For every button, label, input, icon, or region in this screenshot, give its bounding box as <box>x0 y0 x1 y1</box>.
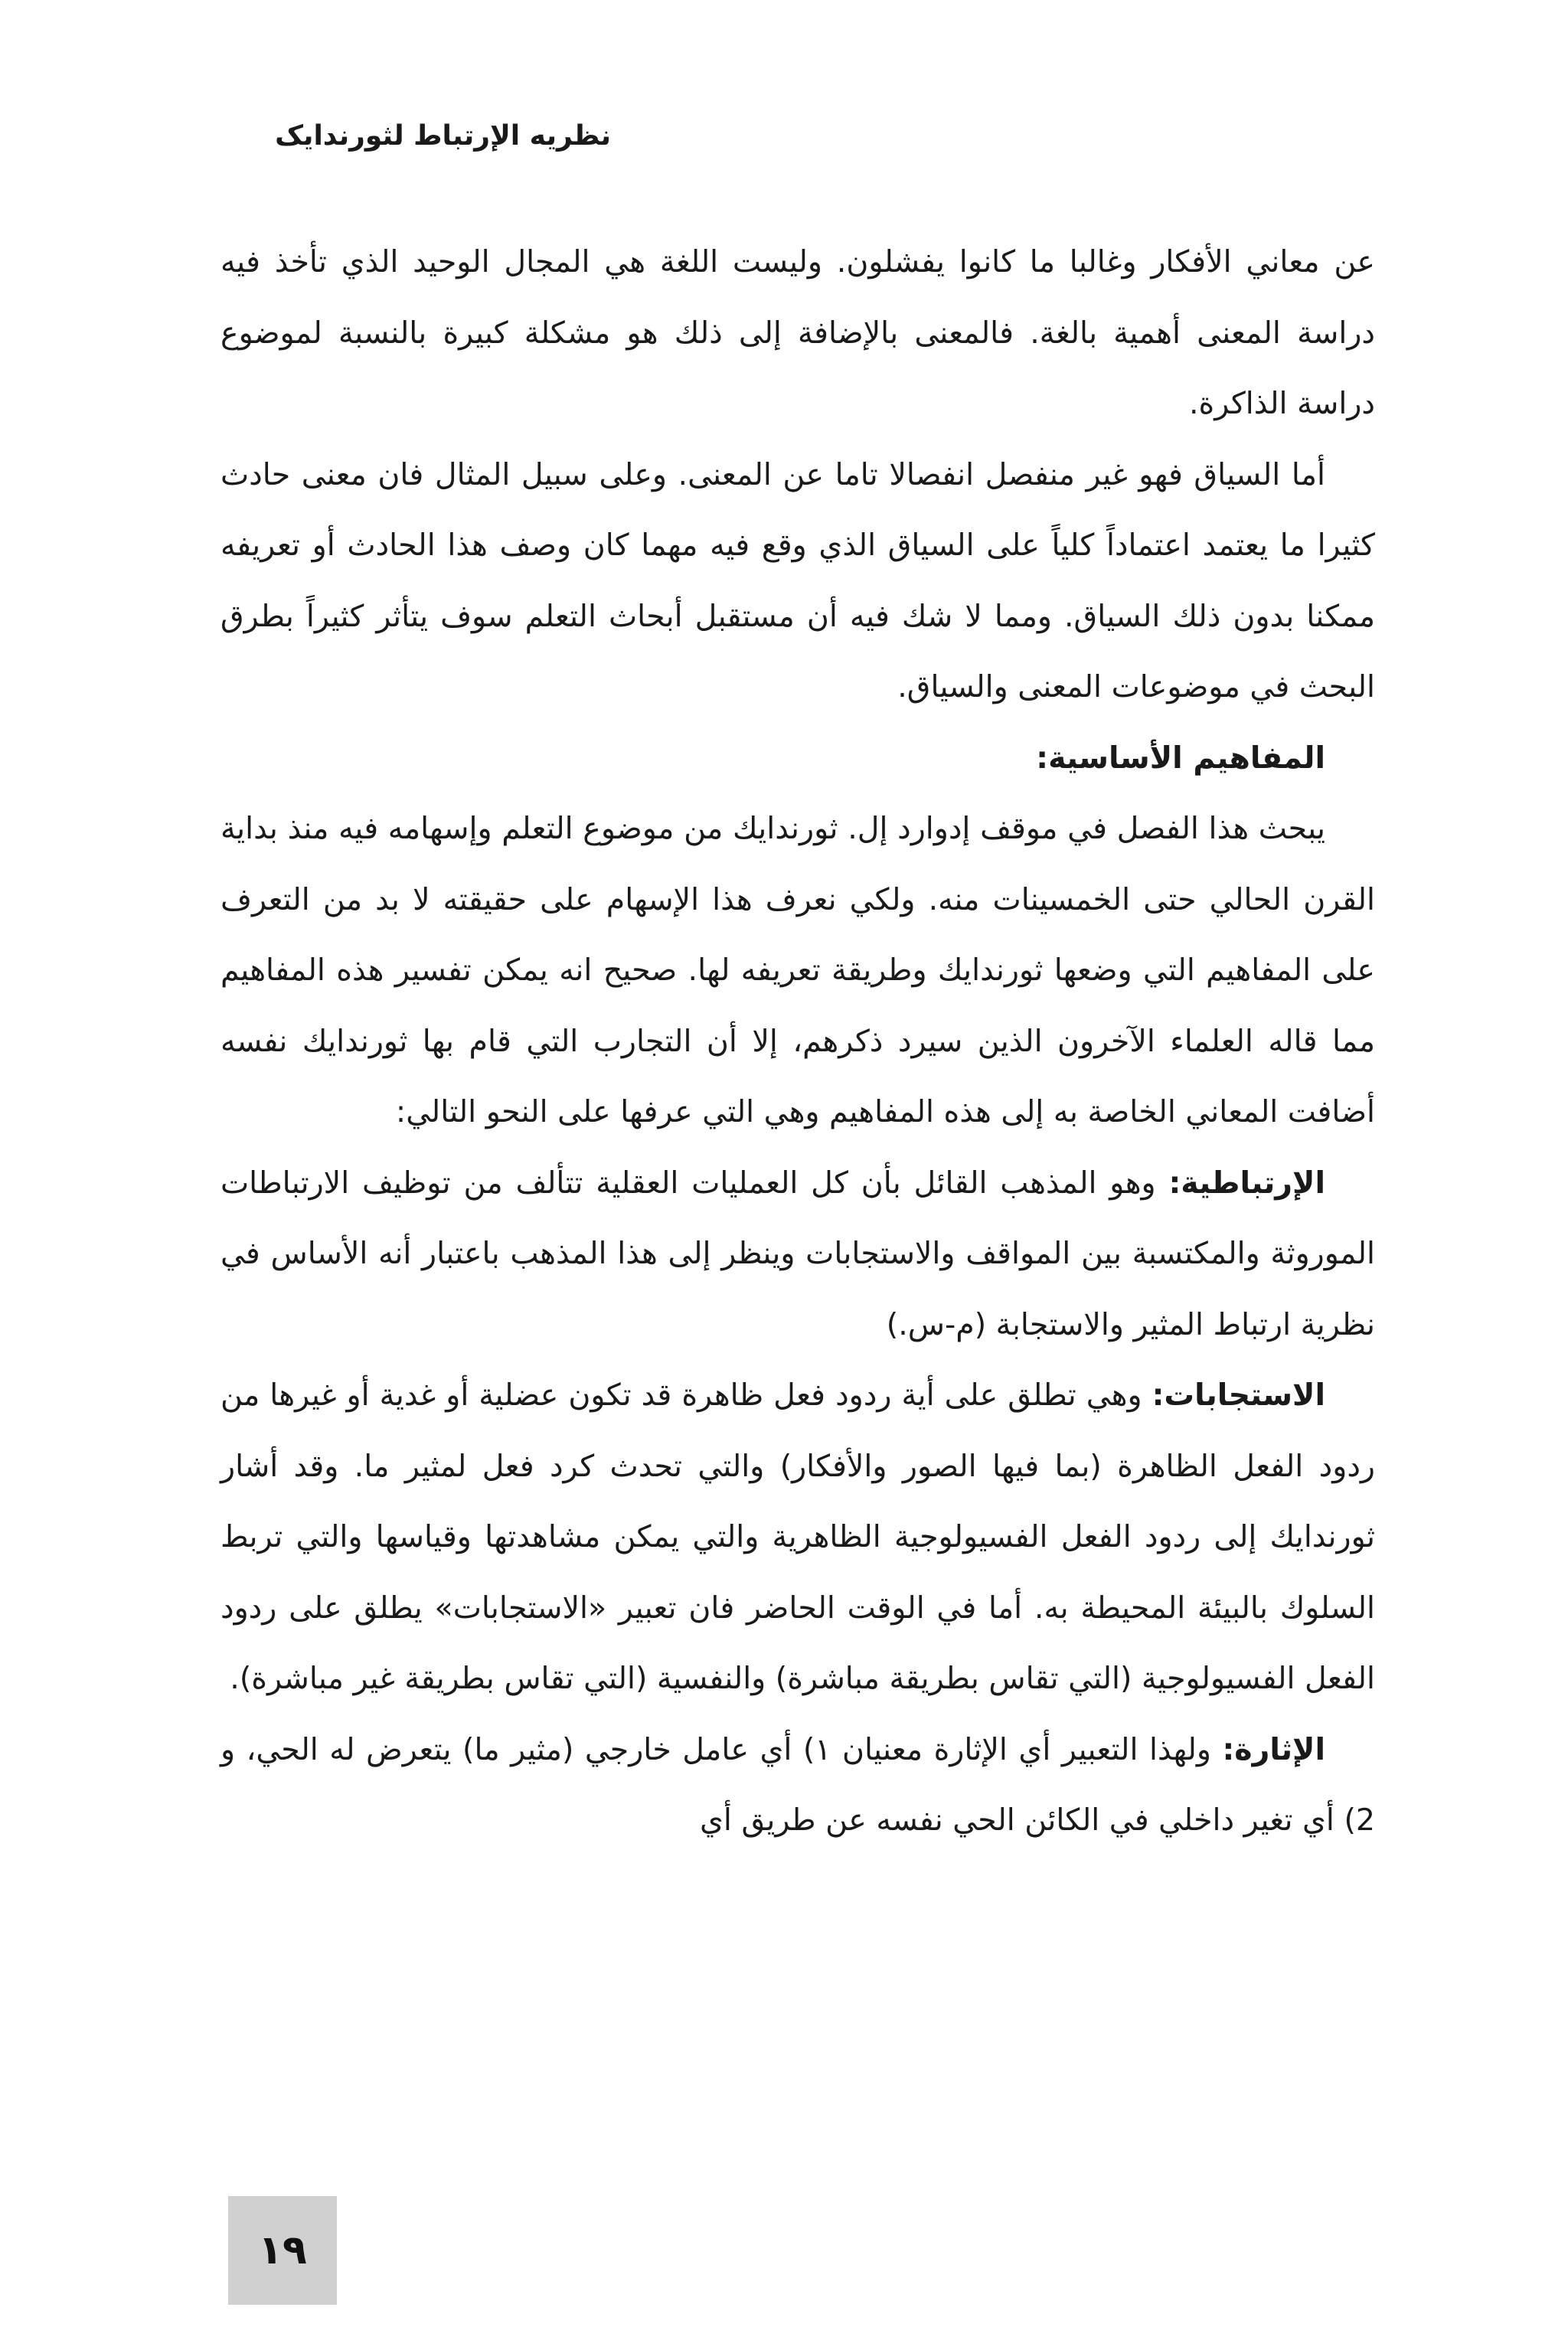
paragraph-associationism <box>220 1148 1375 1361</box>
running-header: نظريه الإرتباط لثورندايک <box>275 120 611 152</box>
body-text <box>220 227 1375 1856</box>
term-stimulation: الإثارة: <box>1222 1731 1325 1767</box>
definition-responses: وهي تطلق على أية ردود فعل ظاهرة قد تكون عضلية أو غدية أو غيرها من ردود الفعل الظاهرة (بما فيها الصور والأفكار) والتي تحدث كرد فعل لمثير ما. وقد أشار ثورندايك إلى ردود الفعل الفسيولوجية الظاهرية والتي يمكن مشاهدتها وقياسها والتي تربط السلوك بالبيئة المحيطة به. أما في الوقت الحاضر فان تعبير «الاستجابات» يطلق على ردود الفعل الفسيولوجية (التي تقاس بطريقة مباشرة) والنفسية (التي تقاس بطريقة غير مباشرة). <box>220 1378 1375 1696</box>
definition-associationism: وهو المذهب القائل بأن كل العمليات العقلية تتألف من توظيف الارتباطات الموروثة والمكتسبة بين المواقف والاستجابات وينظر إلى هذا المذهب باعتبار أنه الأساس في نظرية ارتباط المثير والاستجابة (م-س.) <box>220 1165 1375 1342</box>
definition-stimulation: ولهذا التعبير أي الإثارة معنيان ١) أي عامل خارجي (مثير ما) يتعرض له الحي، و 2) أي تغير داخلي في الكائن الحي نفسه عن طريق أي <box>220 1731 1375 1838</box>
term-responses: الاستجابات: <box>1152 1378 1325 1413</box>
page-number: ١٩ <box>258 2227 307 2273</box>
paragraph-3: يبحث هذا الفصل في موقف إدوارد إل. ثورندايك من موضوع التعلم وإسهامه فيه منذ بداية القرن الحالي حتى الخمسينات منه. ولكي نعرف هذا الإسهام على حقيقته لا بد من التعرف على المفاهيم التي وضعها ثورندايك وطريقة تعريفه لها. صحيح انه يمكن تفسير هذه المفاهيم مما قاله العلماء الآخرون الذين سيرد ذكرهم، إلا أن التجارب التي قام بها ثورندايك نفسه أضافت المعاني الخاصة به إلى هذه المفاهيم وهي التي عرفها على النحو التالي: <box>220 811 1375 1129</box>
term-associationism: الإرتباطية: <box>1168 1165 1325 1201</box>
paragraph-stimulation <box>220 1714 1375 1856</box>
paragraph-responses <box>220 1360 1375 1714</box>
section-heading: المفاهيم الأساسية: <box>1036 740 1325 776</box>
paragraph-1: عن معاني الأفكار وغالبا ما كانوا يفشلون. وليست اللغة هي المجال الوحيد الذي تأخذ فيه دراسة المعنى أهمية بالغة. فالمعنى بالإضافة إلى ذلك هو مشكلة كبيرة بالنسبة لموضوع دراسة الذاكرة. <box>220 244 1375 421</box>
paragraph-2: أما السياق فهو غير منفصل انفصالا تاما عن المعنى. وعلى سبيل المثال فان معنى حادث كثيرا ما يعتمد اعتماداً كلياً على السياق الذي وقع فيه مهما كان وصف هذا الحادث أو تعريفه ممكنا بدون ذلك السياق. ومما لا شك فيه أن مستقبل أبحاث التعلم سوف يتأثر كثيراً بطرق البحث في موضوعات المعنى والسياق. <box>220 456 1375 704</box>
page-number-box <box>228 2196 337 2305</box>
